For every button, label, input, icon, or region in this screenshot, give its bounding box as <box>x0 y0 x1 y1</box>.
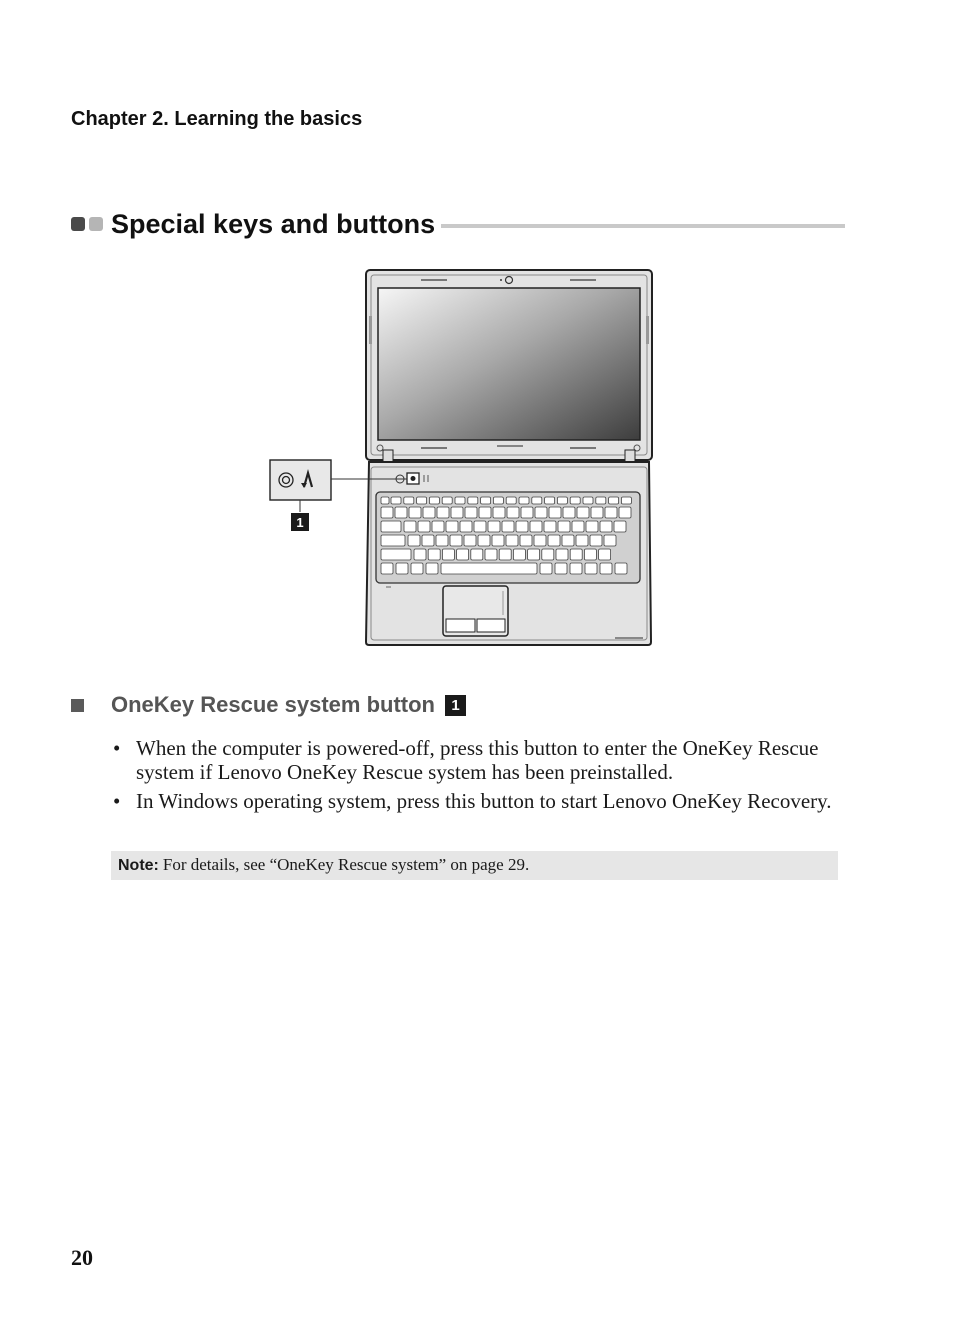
note-label: Note: <box>118 857 159 874</box>
keyboard-key <box>409 507 421 518</box>
keyboard-key <box>488 521 500 532</box>
section-title: Special keys and buttons <box>111 208 436 239</box>
keyboard-key <box>545 497 555 504</box>
keyboard-key <box>492 535 504 546</box>
keyboard-key <box>570 563 582 574</box>
subsection-heading <box>71 692 466 718</box>
keyboard-key <box>558 521 570 532</box>
keyboard-key <box>521 507 533 518</box>
keyboard-key <box>572 521 584 532</box>
keyboard-key <box>499 549 511 560</box>
keyboard-key <box>540 563 552 574</box>
keyboard-key <box>465 507 477 518</box>
keyboard-key <box>528 549 540 560</box>
keyboard-key <box>619 507 631 518</box>
keyboard-key <box>570 497 580 504</box>
keyboard-key <box>562 535 574 546</box>
keyboard-key <box>381 563 393 574</box>
keyboard-key <box>493 507 505 518</box>
section-rule <box>441 224 845 228</box>
keyboard-key <box>468 497 478 504</box>
list-item: • In Windows operating system, press this button to start Lenovo OneKey Recovery. <box>111 789 851 813</box>
keyboard-key <box>506 535 518 546</box>
keyboard-key <box>583 497 593 504</box>
keyboard-key <box>591 507 603 518</box>
keyboard-key <box>520 535 532 546</box>
keyboard-key <box>600 563 612 574</box>
keyboard-key <box>586 521 598 532</box>
keyboard-key <box>576 535 588 546</box>
keyboard-key <box>542 549 554 560</box>
keyboard-key <box>395 507 407 518</box>
keyboard-key <box>535 507 547 518</box>
keyboard-key <box>446 521 458 532</box>
keyboard-key <box>396 563 408 574</box>
section-heading <box>71 204 845 244</box>
keyboard-key <box>457 549 469 560</box>
keyboard-key <box>609 497 619 504</box>
callout-number: 1 <box>296 515 304 530</box>
keyboard-key <box>428 549 440 560</box>
keyboard-key <box>516 521 528 532</box>
keyboard-key <box>532 497 542 504</box>
keyboard-key <box>404 521 416 532</box>
keyboard-key <box>426 563 438 574</box>
heading-marker-icon <box>71 217 85 231</box>
keyboard-key <box>605 507 617 518</box>
keyboard-key <box>451 507 463 518</box>
keyboard-key <box>530 521 542 532</box>
keyboard-key <box>548 535 560 546</box>
keyboard-key <box>455 497 465 504</box>
keyboard-key <box>534 535 546 546</box>
keyboard-key <box>599 549 611 560</box>
keyboard-key <box>464 535 476 546</box>
laptop-illustration <box>265 266 655 648</box>
keyboard-key <box>493 497 503 504</box>
keyboard-key <box>381 507 393 518</box>
keyboard-key <box>417 497 427 504</box>
keyboard-key <box>479 507 491 518</box>
keyboard-key <box>577 507 589 518</box>
callout-badge: 1 <box>445 695 466 716</box>
keyboard-key <box>570 549 582 560</box>
keyboard-key <box>549 507 561 518</box>
keyboard-key <box>544 521 556 532</box>
keyboard-key <box>557 497 567 504</box>
bullet-square-icon <box>71 699 84 712</box>
keyboard-key <box>563 507 575 518</box>
keyboard-key <box>381 497 389 504</box>
keyboard-key <box>404 497 414 504</box>
keyboard-key <box>621 497 631 504</box>
heading-marker-icon <box>89 217 103 231</box>
note-box <box>111 851 838 880</box>
list-item: • When the computer is powered-off, press this button to enter the OneKey Rescue system if Lenovo OneKey Rescue system has been preinstalled. <box>111 736 851 784</box>
keyboard-key <box>481 497 491 504</box>
keyboard-key <box>507 507 519 518</box>
keyboard-key <box>502 521 514 532</box>
keyboard-key <box>414 549 426 560</box>
keyboard-key <box>381 535 405 546</box>
keyboard-key <box>411 563 423 574</box>
keyboard-key <box>590 535 602 546</box>
keyboard-key <box>381 521 401 532</box>
keyboard-key <box>408 535 420 546</box>
keyboard-key <box>437 507 449 518</box>
keyboard-key <box>519 497 529 504</box>
keyboard-key <box>391 497 401 504</box>
keyboard-key <box>471 549 483 560</box>
keyboard-key <box>460 521 472 532</box>
keyboard-key <box>604 535 616 546</box>
keyboard-key <box>442 549 454 560</box>
keyboard-key <box>441 563 537 574</box>
keyboard-key <box>423 507 435 518</box>
keyboard-key <box>442 497 452 504</box>
note-text: For details, see “OneKey Rescue system” on page 29. <box>162 855 530 874</box>
keyboard-key <box>432 521 444 532</box>
keyboard-key <box>555 563 567 574</box>
bullet-list <box>111 736 851 818</box>
keyboard-key <box>615 563 627 574</box>
keyboard-key <box>506 497 516 504</box>
keyboard-key <box>585 563 597 574</box>
keyboard-key <box>422 535 434 546</box>
keyboard-key <box>478 535 490 546</box>
keyboard-key <box>418 521 430 532</box>
keyboard-key <box>584 549 596 560</box>
keyboard-key <box>381 549 411 560</box>
keyboard-key <box>513 549 525 560</box>
keyboard-key <box>436 535 448 546</box>
keyboard-key <box>474 521 486 532</box>
page-number: 20 <box>71 1245 93 1270</box>
chapter-header: Chapter 2. Learning the basics <box>71 108 363 130</box>
subsection-title: OneKey Rescue system button <box>111 692 435 717</box>
keyboard-key <box>429 497 439 504</box>
keyboard-key <box>556 549 568 560</box>
keyboard-key <box>450 535 462 546</box>
keyboard-key <box>614 521 626 532</box>
keyboard-key <box>600 521 612 532</box>
keyboard-key <box>485 549 497 560</box>
keyboard-key <box>596 497 606 504</box>
